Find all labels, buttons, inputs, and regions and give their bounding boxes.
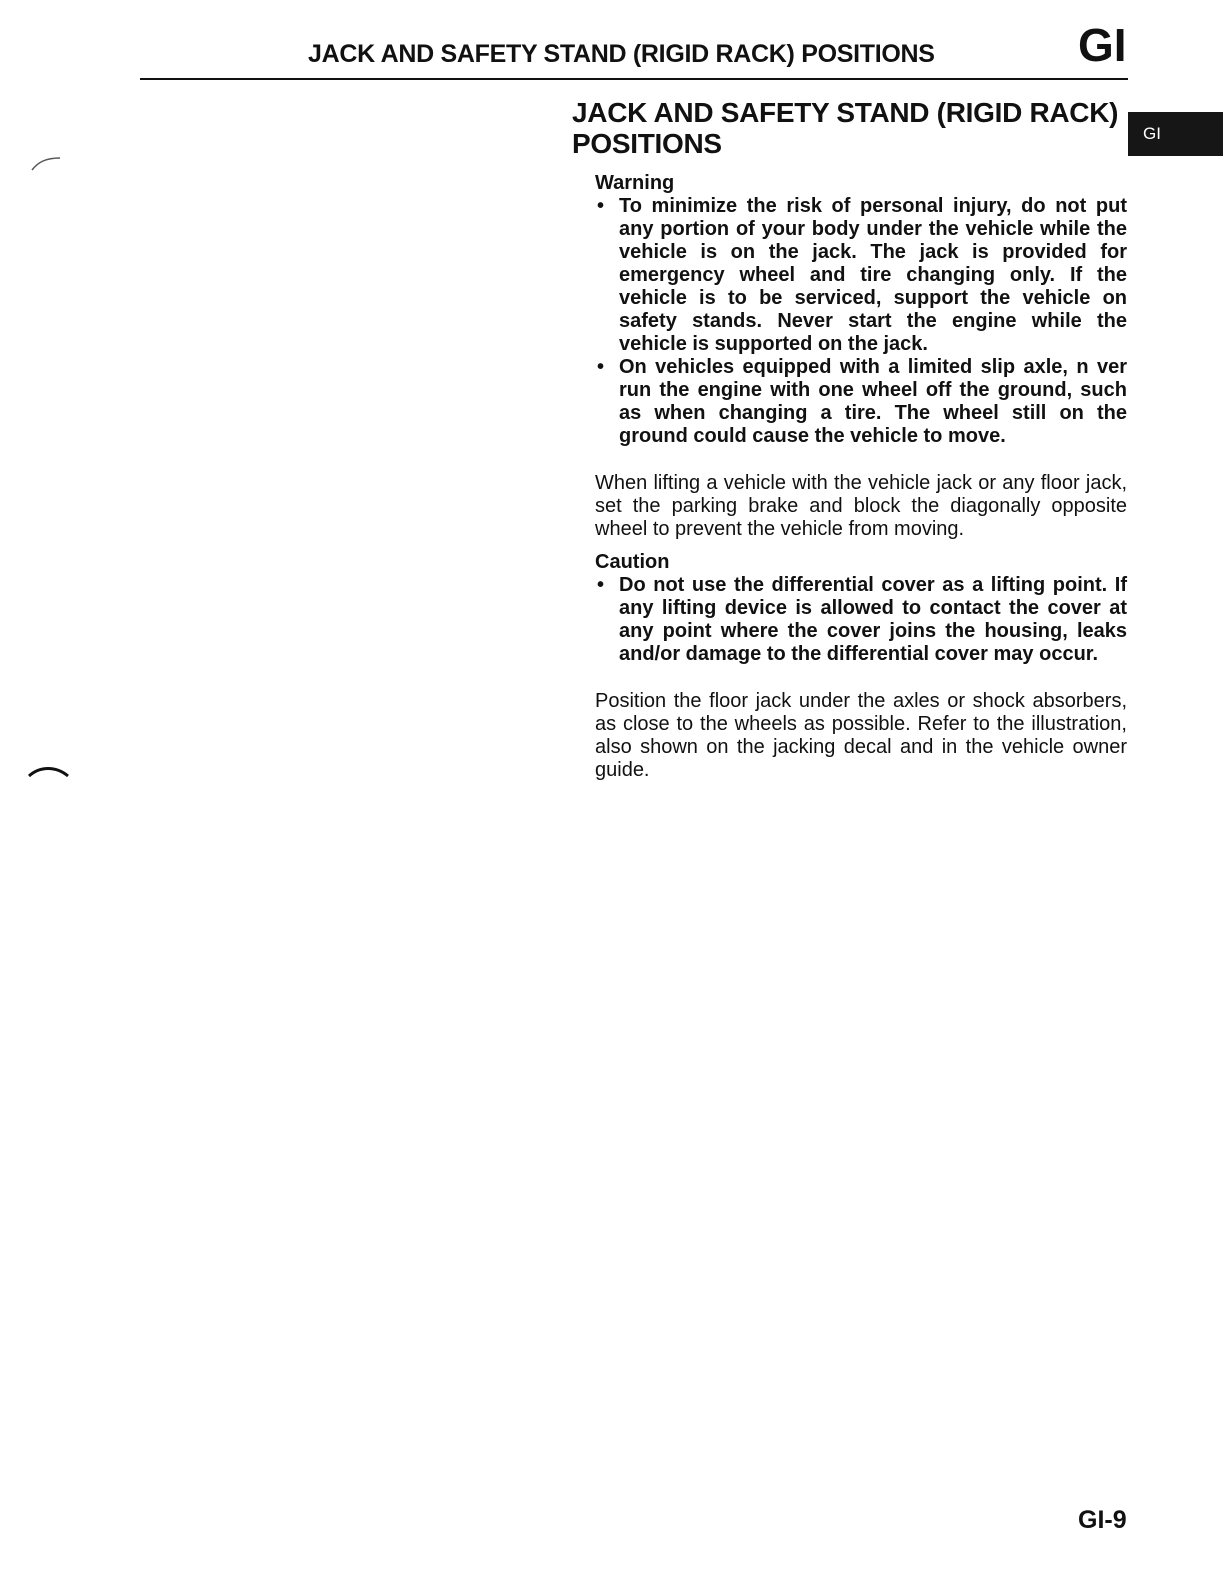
page-number: GI-9 [1078, 1506, 1127, 1534]
margin-mark-top [30, 150, 70, 174]
paragraph-lifting: When lifting a vehicle with the vehicle jack or any floor jack, set the parking brake and block the diagonally opposite wheel to prevent the vehicle from moving. [595, 472, 1127, 540]
spacer [595, 666, 1127, 690]
side-tab: GI [1128, 112, 1223, 156]
caution-label: Caution [595, 551, 670, 573]
spacer [595, 541, 1127, 551]
content-column [595, 172, 1127, 782]
warning-label: Warning [595, 172, 675, 194]
warning-item: • On vehicles equipped with a limited slip axle, n ver run the engine with one wheel off the ground, such as when changing a tire. The wheel still on the ground could cause the vehicle to move. [595, 356, 1127, 448]
warning-list [595, 195, 1127, 448]
margin-mark-bottom [26, 762, 72, 784]
caution-list [595, 574, 1127, 666]
paragraph-positioning: Position the floor jack under the axles or shock absorbers, as close to the wheels as possible. Refer to the illustration, also shown on the jacking decal and in the vehicle owner guide. [595, 690, 1127, 781]
section-code: GI [1078, 19, 1127, 71]
caution-item: • Do not use the differential cover as a lifting point. If any lifting device is allowed to contact the cover at any point where the cover joins the housing, leaks and/or damage to the differential cover may occur. [595, 574, 1127, 666]
header-rule [140, 78, 1128, 80]
warning-item: • To minimize the risk of personal injury, do not put any portion of your body under the vehicle while the vehicle is on the jack. The jack is provided for emergency wheel and tire changing only. If the vehicle is to be serviced, support the vehicle on safety stands. Never start the engine while the vehicle is supported on the jack. [595, 195, 1127, 356]
section-heading: JACK AND SAFETY STAND (RIGID RACK) POSITIONS [572, 97, 1119, 159]
spacer [595, 448, 1127, 472]
running-title: JACK AND SAFETY STAND (RIGID RACK) POSITIONS [308, 40, 935, 68]
